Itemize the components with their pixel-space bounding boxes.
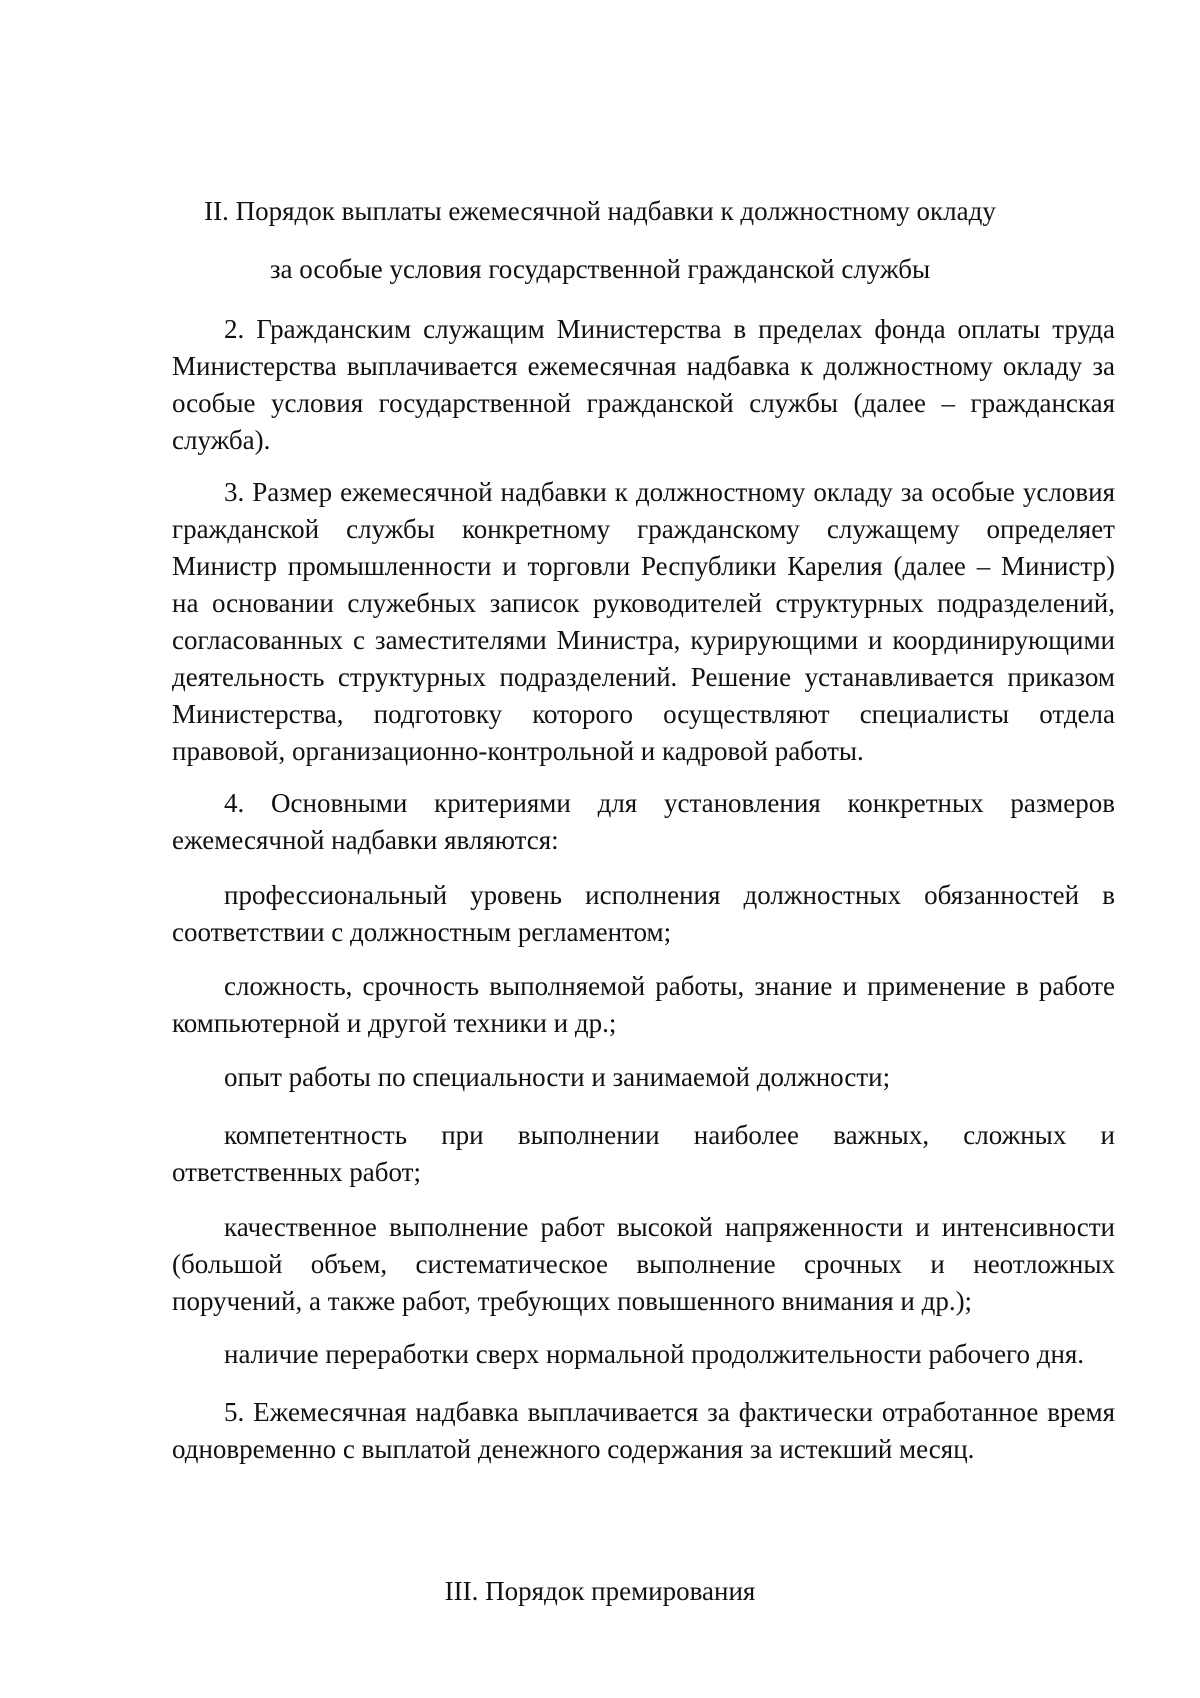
paragraph-5: 5. Ежемесячная надбавка выплачивается за фактически отработанное время одновременно с выплатой денежного содержания за истекший месяц.	[172, 1397, 1115, 1464]
section-3-title: III. Порядок премирования	[444, 1576, 756, 1606]
criterion-overtime: наличие переработки сверх нормальной продолжительности рабочего дня.	[224, 1339, 1085, 1369]
criterion-competence: компетентность при выполнении наиболее важных, сложных и ответственных работ;	[172, 1120, 1115, 1187]
paragraph-2: 2. Гражданским служащим Министерства в пределах фонда оплаты труда Министерства выплачивается ежемесячная надбавка к должностному окладу за особые условия государственной гражданской службы (далее – гражданская служба).	[172, 314, 1115, 455]
paragraph-4: 4. Основными критериями для установления конкретных размеров ежемесячной надбавки являются:	[172, 788, 1115, 855]
section-2-title-line-1: II. Порядок выплаты ежемесячной надбавки к должностному окладу	[204, 196, 996, 226]
criterion-professional-level: профессиональный уровень исполнения должностных обязанностей в соответствии с должностным регламентом;	[172, 880, 1115, 947]
section-2-title-line-2: за особые условия государственной гражданской службы	[269, 254, 931, 284]
criterion-complexity: сложность, срочность выполняемой работы, знание и применение в работе компьютерной и другой техники и др.;	[172, 971, 1115, 1038]
paragraph-3: 3. Размер ежемесячной надбавки к должностному окладу за особые условия гражданской службы конкретному гражданскому служащему определяет Министр промышленности и торговли Республики Карелия (далее – Министр) на основании служебных записок руководителей структурных подразделений, согласованных с заместителями Министра, курирующими и координирующими деятельность структурных подразделений. Решение устанавливается приказом Министерства, подготовку которого осуществляют специалисты отдела правовой, организационно-контрольной и кадровой работы.	[172, 477, 1115, 766]
criterion-experience: опыт работы по специальности и занимаемой должности;	[224, 1062, 891, 1092]
criterion-quality: качественное выполнение работ высокой напряженности и интенсивности (большой объем, систематическое выполнение срочных и неотложных поручений, а также работ, требующих повышенного внимания и др.);	[172, 1212, 1115, 1316]
